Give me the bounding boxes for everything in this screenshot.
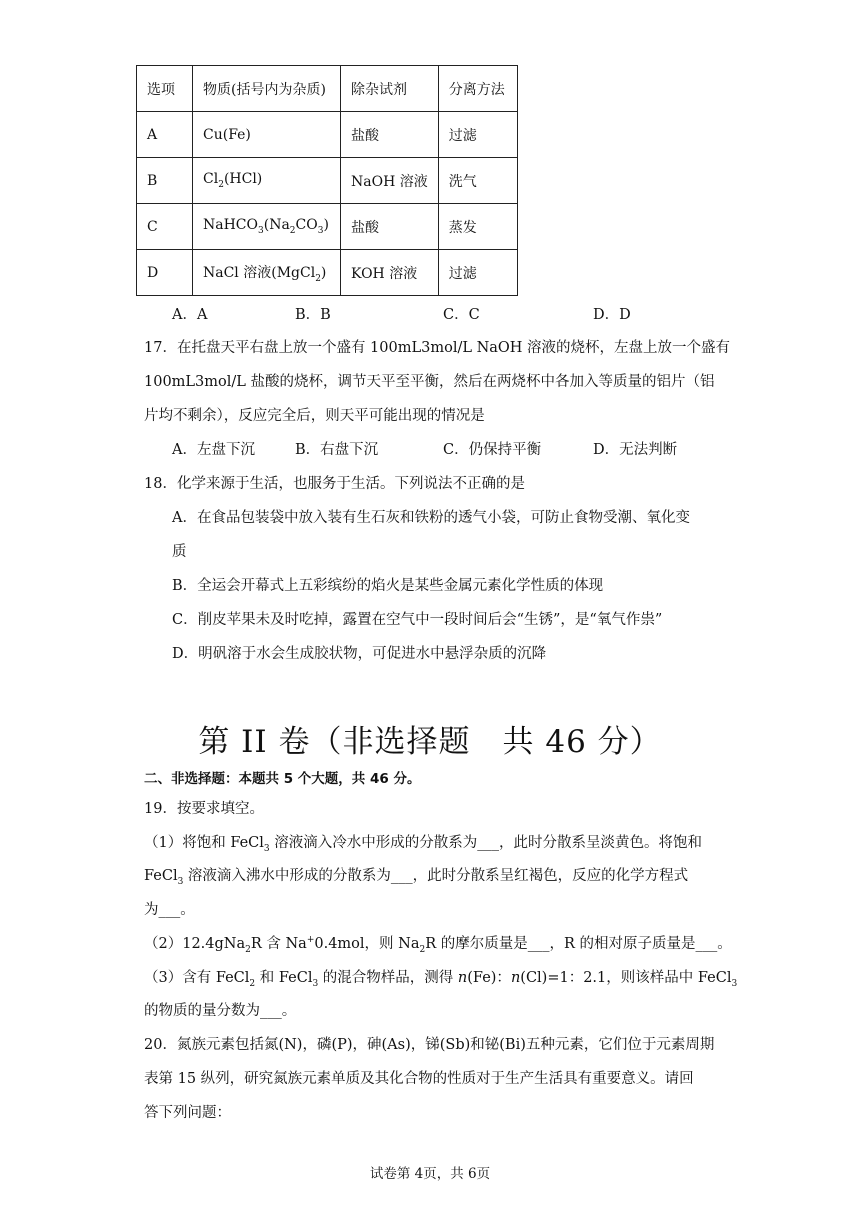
q18-stem: 18．化学来源于生活，也服务于生活。下列说法不正确的是	[144, 476, 525, 492]
q19-part2: （2）12.4gNa$_2$R 含 Na+0.4mol，则 $Na_2R$ 的摩尔质量是___，R 的相对原子质量是___。	[144, 935, 732, 955]
q20-stem-line-3: 答下列问题：	[144, 1105, 231, 1121]
table-cell-substance: NaCl 溶液(MgCl$_2$)	[193, 250, 341, 296]
q20-stem-line-1: 20．氮族元素包括氮(N)，磷(P)，砷(As)，锑(Sb)和铋(Bi)五种元素，它们位于元素周期	[144, 1037, 715, 1053]
table-cell-option: A	[137, 112, 193, 158]
table-header-cell: 选项	[137, 66, 193, 112]
page-footer: 试卷第 4页，共 6页	[369, 1166, 491, 1182]
q19-part1-line-2: FeCl$_3$ 溶液滴入沸水中形成的分散系为___，此时分散系呈红褐色，反应的化学方程式	[144, 868, 689, 887]
q16-option-d[interactable]: D．D	[593, 307, 631, 323]
table-cell-method: 蒸发	[438, 204, 517, 250]
q18-option-a-cont: 质	[172, 544, 187, 560]
q16-option-c[interactable]: C．C	[443, 307, 480, 323]
q19-stem: 19．按要求填空。	[144, 801, 264, 817]
q18-option-d[interactable]: D．明矾溶于水会生成胶状物，可促进水中悬浮杂质的沉降	[172, 646, 547, 662]
table-cell-substance: Cu(Fe)	[193, 112, 341, 158]
table-cell-method: 过滤	[438, 250, 517, 296]
table-cell-method: 洗气	[438, 158, 517, 204]
q16-option-b[interactable]: B．B	[295, 307, 331, 323]
section-subtitle: 二、非选择题：本题共 5 个大题，共 46 分。	[144, 771, 421, 787]
impurity-table	[136, 65, 518, 296]
table-cell-option: D	[137, 250, 193, 296]
q18-option-a[interactable]: A．在食品包装袋中放入装有生石灰和铁粉的透气小袋，可防止食物受潮、氧化变	[172, 510, 690, 526]
q18-option-b[interactable]: B．全运会开幕式上五彩缤纷的焰火是某些金属元素化学性质的体现	[172, 578, 604, 594]
table-cell-option: C	[137, 204, 193, 250]
q16-option-a[interactable]: A．A	[172, 307, 208, 323]
table-row	[137, 204, 518, 250]
q17-option-a[interactable]: A．左盘下沉	[172, 442, 255, 458]
table-cell-reagent: 盐酸	[341, 112, 439, 158]
table-header-cell: 物质(括号内为杂质)	[193, 66, 341, 112]
q19-part3-line-1: （3）含有 FeCl$_2$ 和 FeCl$_3$ 的混合物样品，测得 n(Fe)：n(Cl)=1：2.1，则该样品中 FeCl$_3$	[144, 970, 738, 989]
table-header-row	[137, 66, 518, 112]
q20-stem-line-2: 表第 15 纵列，研究氮族元素单质及其化合物的性质对于生产生活具有重要意义。请回	[144, 1071, 694, 1087]
table-header-cell: 除杂试剂	[341, 66, 439, 112]
section-title: 第 II 卷（非选择题 共 46 分）	[198, 724, 662, 760]
table-row	[137, 250, 518, 296]
table-cell-reagent: KOH 溶液	[341, 250, 439, 296]
table-cell-option: B	[137, 158, 193, 204]
table-cell-reagent: NaOH 溶液	[341, 158, 439, 204]
q17-option-b[interactable]: B．右盘下沉	[295, 442, 379, 458]
q18-option-c[interactable]: C．削皮苹果未及时吃掉，露置在空气中一段时间后会“生锈”，是“氧气作祟”	[172, 612, 663, 628]
table-row	[137, 112, 518, 158]
table-header-cell: 分离方法	[438, 66, 517, 112]
q19-part3-line-2: 的物质的量分数为___。	[144, 1003, 297, 1019]
table-cell-substance: $Cl_2(HCl)$	[193, 158, 341, 204]
table-row	[137, 158, 518, 204]
q17-stem-line-3: 片均不剩余），反应完全后，则天平可能出现的情况是	[144, 408, 485, 424]
table-cell-substance: $NaHCO_3(Na_2CO_3)$	[193, 204, 341, 250]
table-cell-method: 过滤	[438, 112, 517, 158]
q17-stem-line-2: 100mL3mol/L 盐酸的烧杯，调节天平至平衡，然后在两烧杯中各加入等质量的铝片（铝	[144, 374, 715, 390]
q17-stem-line-1: 17．在托盘天平右盘上放一个盛有 100mL3mol/L NaOH 溶液的烧杯，左盘上放一个盛有	[144, 340, 731, 356]
table-cell-reagent: 盐酸	[341, 204, 439, 250]
q19-part1-line-3: 为___。	[144, 902, 195, 918]
q19-part1-line-1: （1）将饱和 FeCl$_3$ 溶液滴入冷水中形成的分散系为___，此时分散系呈淡黄色。将饱和	[144, 835, 703, 854]
q17-option-d[interactable]: D．无法判断	[593, 442, 678, 458]
q17-option-c[interactable]: C．仍保持平衡	[443, 442, 542, 458]
